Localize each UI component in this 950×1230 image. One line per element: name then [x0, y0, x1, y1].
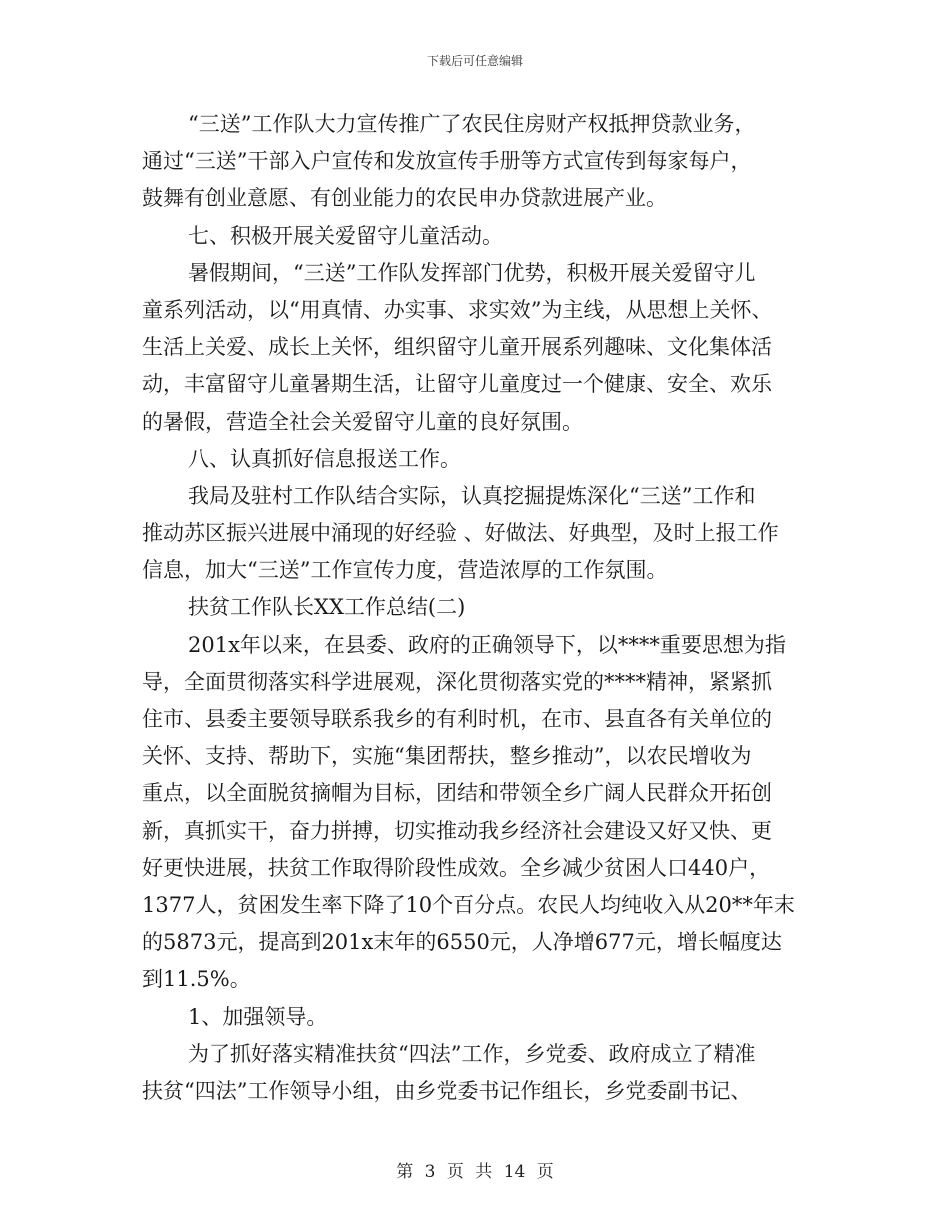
text-line: 关怀、支持、帮助下，实施“集团帮扶，整乡推动”，以农民增收为 — [142, 744, 752, 769]
text-line: “三送”工作队大力宣传推广了农民住房财产权抵押贷款业务， — [188, 112, 756, 136]
text-line: 住市、县委主要领导联系我乡的有利时机，在市、县直各有关单位的 — [142, 707, 772, 731]
text-line: 童系列活动，以“用真情、办实事、求实效”为主线，从思想上关怀、 — [142, 297, 773, 322]
text-line: 鼓舞有创业意愿、有创业能力的农民申办贷款进展产业。 — [142, 186, 667, 211]
section-heading: 1、加强领导。 — [188, 1004, 328, 1029]
text-line: 到11.5%。 — [142, 967, 251, 992]
text-line: 的暑假，营造全社会关爱留守儿童的良好氛围。 — [142, 409, 583, 434]
text-line: 动，丰富留守儿童暑期生活，让留守儿童度过一个健康、安全、欢乐 — [142, 372, 772, 397]
text-line: 通过“三送”干部入户宣传和发放宣传手册等方式宣传到每家每户， — [142, 149, 752, 174]
text-line: 好更快进展，扶贫工作取得阶段性成效。全乡减少贫困人口440户， — [142, 855, 771, 880]
page-number: 第 3 页 共 14 页 — [396, 1162, 554, 1182]
text-line: 为了抓好落实精准扶贫“四法”工作，乡党委、政府成立了精准 — [188, 1041, 756, 1066]
text-line: 推动苏区振兴进展中涌现的好经验 、好做法、好典型，及时上报工作 — [142, 521, 779, 546]
text-line: 导，全面贯彻落实科学进展观，深化贯彻落实党的****精神，紧紧抓 — [142, 669, 772, 694]
text-line: 201x年以来，在县委、政府的正确领导下，以****重要思想为指 — [188, 632, 786, 657]
page-header: 下载后可任意编辑 — [426, 54, 523, 68]
text-line: 信息，加大“三送”工作宣传力度，营造浓厚的工作氛围。 — [142, 558, 668, 583]
document-body — [142, 106, 808, 1110]
text-line: 暑假期间，“三送”工作队发挥部门优势，积极开展关爱留守儿 — [188, 260, 756, 285]
text-line: 新，真抓实干，奋力拼搏，切实推动我乡经济社会建设又好又快、更 — [142, 818, 772, 843]
text-line: 重点，以全面脱贫摘帽为目标，团结和带领全乡广阔人民群众开拓创 — [142, 781, 772, 806]
text-line: 1377人，贫困发生率下降了10个百分点。农民人均纯收入从20**年末 — [142, 892, 795, 917]
document-title: 扶贫工作队长XX工作总结(二) — [188, 595, 466, 620]
text-line: 我局及驻村工作队结合实际，认真挖掘提炼深化“三送”工作和 — [188, 483, 756, 508]
section-heading: 七、积极开展关爱留守儿童活动。 — [188, 223, 503, 248]
text-line: 生活上关爱、成长上关怀，组织留守儿童开展系列趣味、文化集体活 — [142, 335, 772, 360]
text-line: 扶贫“四法”工作领导小组，由乡党委书记作组长，乡党委副书记、 — [142, 1078, 752, 1103]
section-heading: 八、认真抓好信息报送工作。 — [188, 446, 461, 471]
text-line: 的5873元，提高到201x末年的6550元，人净增677元，增长幅度达 — [142, 930, 782, 955]
